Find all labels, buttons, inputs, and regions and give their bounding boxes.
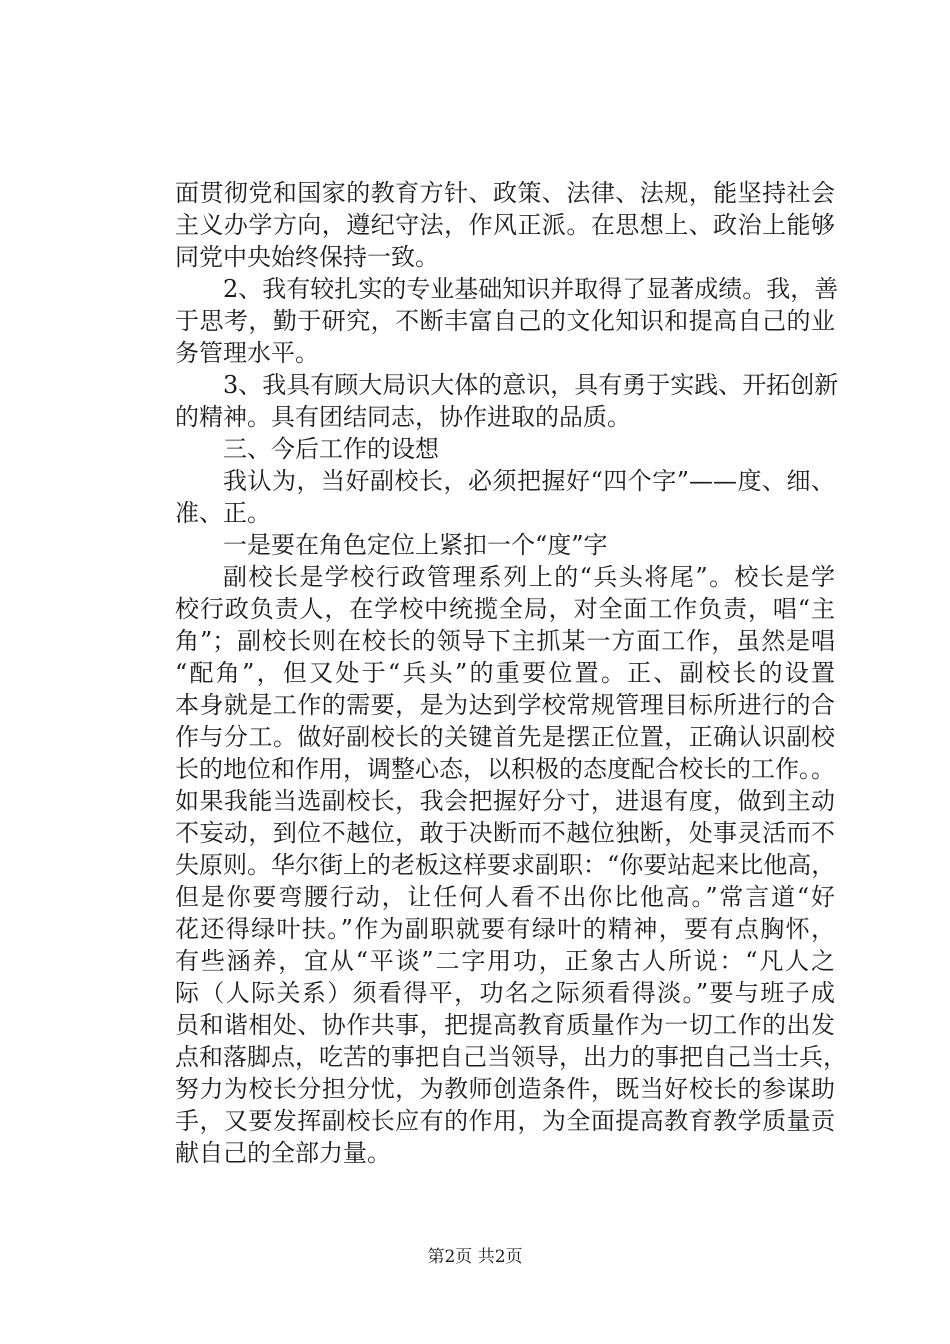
text-line: 点和落脚点，吃苦的事把自己当领导，出力的事把自己当士兵，: [175, 1043, 847, 1071]
text-line: 务管理水平。: [175, 339, 319, 367]
text-line: 准、正。: [175, 499, 271, 527]
text-line: 校行政负责人，在学校中统揽全局，对全面工作负责，唱“主: [175, 595, 835, 623]
text-line: 不妄动，到位不越位，敢于决断而不越位独断，处事灵活而不: [175, 819, 835, 847]
text-line: 2、我有较扎实的专业基础知识并取得了显著成绩。我，善: [223, 275, 839, 303]
text-line: 作与分工。做好副校长的关键首先是摆正位置，正确认识副校: [175, 723, 835, 751]
text-line: 努力为校长分担分忧，为教师创造条件，既当好校长的参谋助: [175, 1075, 835, 1103]
text-line: 如果我能当选副校长，我会把握好分寸，进退有度，做到主动: [175, 787, 835, 815]
text-line: 面贯彻党和国家的教育方针、政策、法律、法规，能坚持社会: [175, 179, 835, 207]
text-line: 同党中央始终保持一致。: [175, 243, 439, 271]
text-line: 但是你要弯腰行动，让任何人看不出你比他高。”常言道“好: [175, 883, 835, 911]
text-line: 手，又要发挥副校长应有的作用，为全面提高教育教学质量贡: [175, 1107, 835, 1135]
text-line: 我认为，当好副校长，必须把握好“四个字”——度、细、: [223, 467, 835, 495]
text-line: 主义办学方向，遵纪守法，作风正派。在思想上、政治上能够: [175, 211, 835, 239]
text-line: 长的地位和作用，调整心态，以积极的态度配合校长的工作。。: [175, 755, 835, 783]
text-line: 的精神。具有团结同志，协作进取的品质。: [175, 403, 631, 431]
text-line: 际（人际关系）须看得平，功名之际须看得淡。”要与班子成: [175, 979, 835, 1007]
text-line: 角”；副校长则在校长的领导下主抓某一方面工作，虽然是唱: [175, 627, 835, 655]
text-line: 献自己的全部力量。: [175, 1139, 391, 1167]
text-line: 员和谐相处、协作共事，把提高教育质量作为一切工作的出发: [175, 1011, 835, 1039]
text-line: 失原则。华尔街上的老板这样要求副职：“你要站起来比他高，: [175, 851, 836, 879]
text-line: 副校长是学校行政管理系列上的“兵头将尾”。校长是学: [223, 563, 835, 591]
page-number-footer: 第2页 共2页: [427, 1247, 523, 1267]
subsection-heading: 一是要在角色定位上紧扣一个“度”字: [223, 531, 608, 559]
text-line: 本身就是工作的需要，是为达到学校常规管理目标所进行的合: [175, 691, 835, 719]
section-heading: 三、今后工作的设想: [223, 435, 439, 463]
text-line: 有些涵养，宜从“平谈”二字用功，正象古人所说：“凡人之: [175, 947, 835, 975]
text-line: 花还得绿叶扶。”作为副职就要有绿叶的精神，要有点胸怀，: [175, 915, 835, 943]
text-line: “配角”，但又处于“兵头”的重要位置。正、副校长的设置: [175, 659, 835, 687]
text-line: 于思考，勤于研究，不断丰富自己的文化知识和提高自己的业: [175, 307, 835, 335]
text-line: 3、我具有顾大局识大体的意识，具有勇于实践、开拓创新: [223, 371, 839, 399]
